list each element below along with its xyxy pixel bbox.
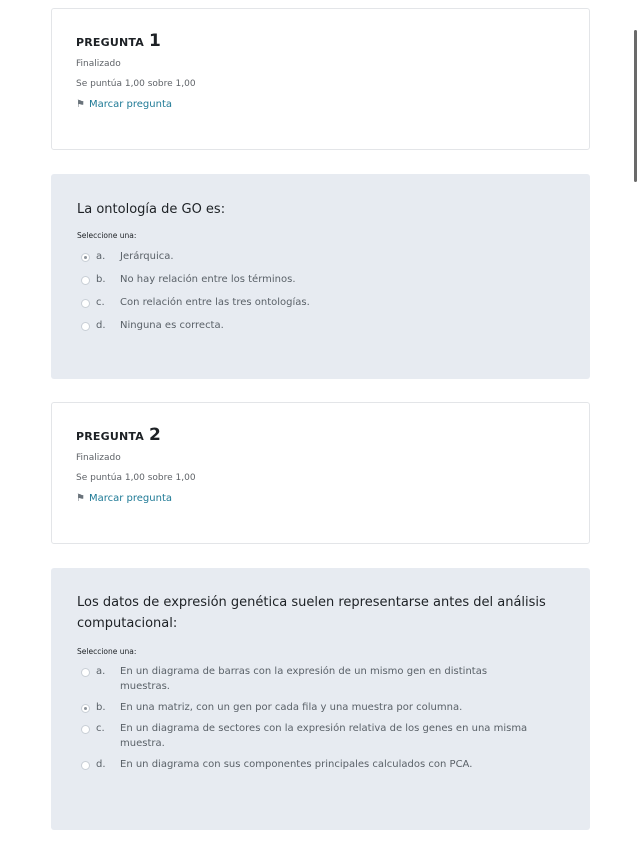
radio-icon[interactable] <box>81 725 90 734</box>
flag-question-link[interactable] <box>76 99 565 110</box>
question-2-title <box>76 403 565 445</box>
question-1-content <box>51 174 590 379</box>
answer-prompt: Seleccione una: <box>77 231 137 240</box>
question-number: 2 <box>148 425 161 445</box>
question-1-title <box>76 9 565 51</box>
question-state: Finalizado <box>76 59 121 69</box>
answer-letter: b. <box>96 274 106 285</box>
answer-list <box>77 664 564 772</box>
question-number: 1 <box>148 31 161 51</box>
answer-letter: a. <box>96 666 106 677</box>
answer-list <box>77 249 564 333</box>
radio-selected-icon[interactable] <box>81 253 90 262</box>
answer-letter: c. <box>96 723 105 734</box>
question-1-info <box>51 8 590 150</box>
answer-text: En un diagrama con sus componentes principales calculados con PCA. <box>120 759 473 770</box>
answer-text: En un diagrama de sectores con la expresión relativa de los genes en una misma muestra. <box>120 723 528 749</box>
flag-question-link[interactable] <box>76 493 565 504</box>
answer-option[interactable] <box>77 721 564 751</box>
quiz-review-page <box>51 8 590 830</box>
question-state: Finalizado <box>76 453 121 463</box>
question-text: La ontología de GO es: <box>77 202 226 217</box>
question-text: Los datos de expresión genética suelen representarse antes del análisis computacional: <box>77 595 546 631</box>
answer-option[interactable] <box>77 295 564 310</box>
flag-icon: ⚑ <box>76 99 85 110</box>
question-label: PREGUNTA <box>76 430 144 443</box>
radio-icon[interactable] <box>81 299 90 308</box>
answer-text: Jerárquica. <box>120 251 174 262</box>
answer-text: En un diagrama de barras con la expresión de un mismo gen en distintas muestras. <box>120 666 488 692</box>
answer-prompt: Seleccione una: <box>77 647 137 656</box>
radio-icon[interactable] <box>81 276 90 285</box>
answer-option[interactable] <box>77 272 564 287</box>
answer-letter: b. <box>96 702 106 713</box>
answer-text: En una matriz, con un gen por cada fila y una muestra por columna. <box>120 702 463 713</box>
answer-text: Ninguna es correcta. <box>120 320 224 331</box>
answer-letter: c. <box>96 297 105 308</box>
question-score: Se puntúa 1,00 sobre 1,00 <box>76 79 196 89</box>
flag-question-label: Marcar pregunta <box>88 493 172 504</box>
answer-option[interactable] <box>77 700 564 715</box>
question-score: Se puntúa 1,00 sobre 1,00 <box>76 473 196 483</box>
flag-icon: ⚑ <box>76 493 85 504</box>
radio-icon[interactable] <box>81 761 90 770</box>
radio-selected-icon[interactable] <box>81 704 90 713</box>
answer-text: No hay relación entre los términos. <box>120 274 296 285</box>
question-label: PREGUNTA <box>76 36 144 49</box>
answer-letter: a. <box>96 251 106 262</box>
answer-letter: d. <box>96 759 106 770</box>
answer-option[interactable] <box>77 249 564 264</box>
answer-option[interactable] <box>77 318 564 333</box>
answer-option[interactable] <box>77 757 564 772</box>
answer-letter: d. <box>96 320 106 331</box>
answer-text: Con relación entre las tres ontologías. <box>120 297 310 308</box>
answer-option[interactable] <box>77 664 564 694</box>
question-2-info <box>51 402 590 544</box>
page-scrollbar[interactable] <box>634 30 637 182</box>
radio-icon[interactable] <box>81 322 90 331</box>
flag-question-label: Marcar pregunta <box>88 99 172 110</box>
question-2-content <box>51 568 590 830</box>
radio-icon[interactable] <box>81 668 90 677</box>
